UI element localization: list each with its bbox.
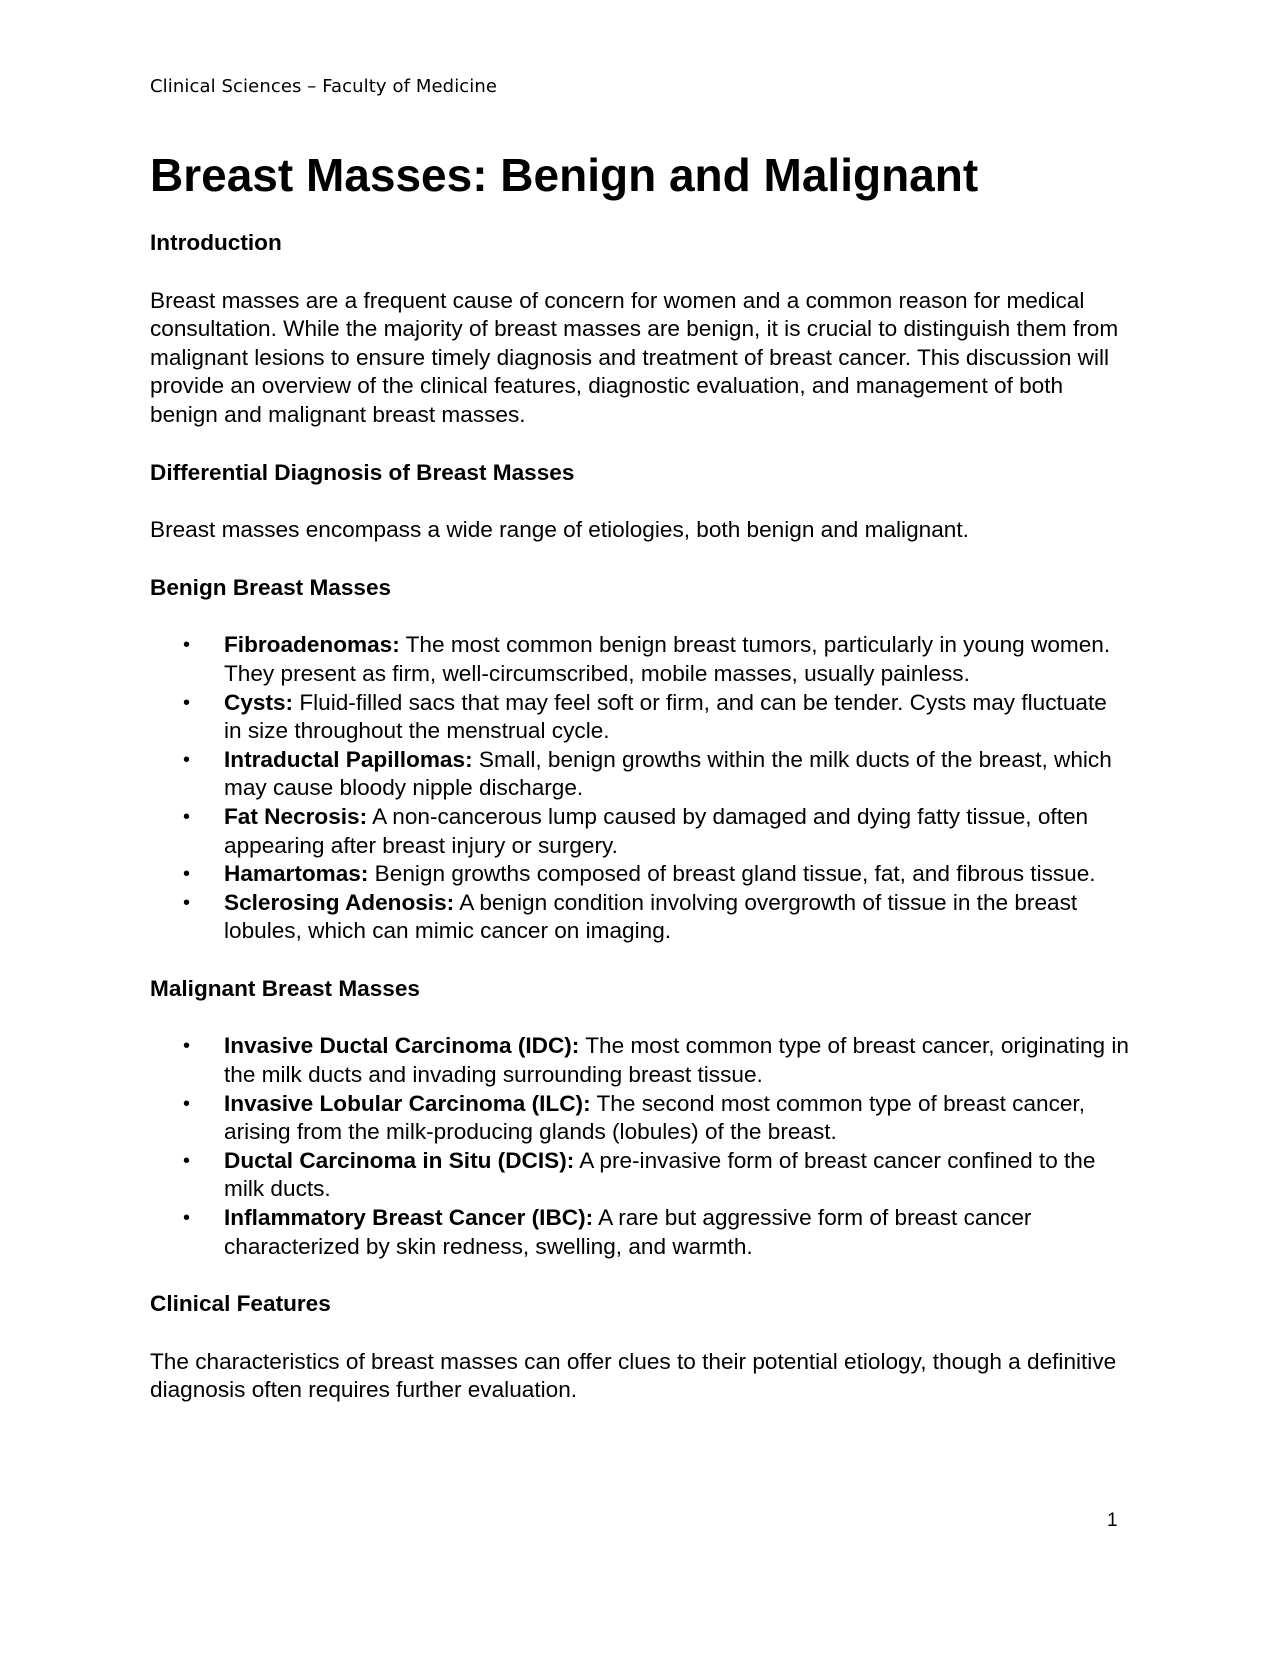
document-body (150, 229, 1130, 1434)
list-item (150, 631, 1130, 688)
list-item-text: The most common type of breast cancer, originating in the milk ducts and invading surrounding breast tissue. (224, 1033, 1129, 1088)
list-item (150, 689, 1130, 746)
bullet-icon: • (183, 1092, 191, 1115)
list-item-text: A benign condition involving overgrowth of tissue in the breast lobules, which can mimic cancer on imaging. (224, 889, 1078, 944)
benign-masses-list (150, 631, 1130, 946)
differential-diagnosis-paragraph: Breast masses encompass a wide range of etiologies, both benign and malignant. (150, 517, 969, 543)
malignant-masses-list (150, 1032, 1130, 1261)
malignant-masses-heading: Malignant Breast Masses (150, 975, 420, 1001)
list-item (150, 803, 1130, 860)
list-item-term: Inflammatory Breast Cancer (IBC): (224, 1205, 594, 1231)
list-item (150, 889, 1130, 946)
clinical-features-paragraph: The characteristics of breast masses can offer clues to their potential etiology, though a definitive diagnosis often requires further evaluation. (150, 1348, 1117, 1403)
introduction-heading: Introduction (150, 230, 282, 255)
bullet-icon: • (183, 1207, 191, 1230)
introduction-paragraph: Breast masses are a frequent cause of concern for women and a common reason for medical consultation. While the majority of breast masses are benign, it is crucial to distinguish them from malignant lesions to ensure timely diagnosis and treatment of breast cancer. This discussion will provide an overview of the clinical features, diagnostic evaluation, and management of both benign and malignant breast masses. (150, 287, 1119, 427)
list-item-term: Sclerosing Adenosis: (224, 889, 455, 915)
list-item-term: Invasive Lobular Carcinoma (ILC): (224, 1090, 591, 1116)
clinical-features-heading: Clinical Features (150, 1291, 331, 1317)
bullet-icon: • (183, 805, 191, 828)
list-item (150, 860, 1130, 889)
list-item (150, 1032, 1130, 1089)
list-item-term: Fibroadenomas: (224, 632, 400, 658)
list-item-term: Hamartomas: (224, 861, 369, 887)
page-number: 1 (1107, 1510, 1118, 1531)
list-item-text: A pre-invasive form of breast cancer confined to the milk ducts. (224, 1147, 1096, 1202)
list-item-term: Invasive Ductal Carcinoma (IDC): (224, 1033, 580, 1059)
bullet-icon: • (183, 634, 191, 657)
list-item (150, 1204, 1130, 1261)
list-item (150, 746, 1130, 803)
list-item-text: The most common benign breast tumors, particularly in young women. They present as firm, well-circumscribed, mobile masses, usually painless. (224, 632, 1111, 686)
list-item-text: The second most common type of breast cancer, arising from the milk-producing glands (lobules) of the breast. (224, 1090, 1085, 1145)
running-header: Clinical Sciences – Faculty of Medicine (150, 76, 498, 97)
bullet-icon: • (183, 863, 191, 886)
bullet-icon: • (183, 748, 191, 771)
list-item-term: Cysts: (224, 689, 294, 715)
list-item-text: Benign growths composed of breast gland tissue, fat, and fibrous tissue. (368, 861, 1096, 887)
list-item-term: Intraductal Papillomas: (224, 746, 473, 772)
list-item-term: Fat Necrosis: (224, 803, 368, 829)
list-item-text: Small, benign growths within the milk ducts of the breast, which may cause bloody nipple discharge. (224, 746, 1112, 801)
list-item-term: Ductal Carcinoma in Situ (DCIS): (224, 1147, 575, 1173)
differential-diagnosis-heading: Differential Diagnosis of Breast Masses (150, 459, 575, 485)
bullet-icon: • (183, 891, 191, 914)
list-item-text: A non-cancerous lump caused by damaged and dying fatty tissue, often appearing after breast injury or surgery. (224, 803, 1089, 858)
list-item-text: Fluid-filled sacs that may feel soft or firm, and can be tender. Cysts may fluctuate in size throughout the menstrual cycle. (224, 689, 1107, 744)
bullet-icon: • (183, 1149, 191, 1172)
list-item (150, 1147, 1130, 1204)
list-item (150, 1090, 1130, 1147)
benign-masses-heading: Benign Breast Masses (150, 574, 392, 600)
bullet-icon: • (183, 1035, 191, 1058)
document-title: Breast Masses: Benign and Malignant (150, 149, 979, 201)
bullet-icon: • (183, 691, 191, 714)
list-item-text: A rare but aggressive form of breast cancer characterized by skin redness, swelling, and warmth. (224, 1205, 1032, 1259)
